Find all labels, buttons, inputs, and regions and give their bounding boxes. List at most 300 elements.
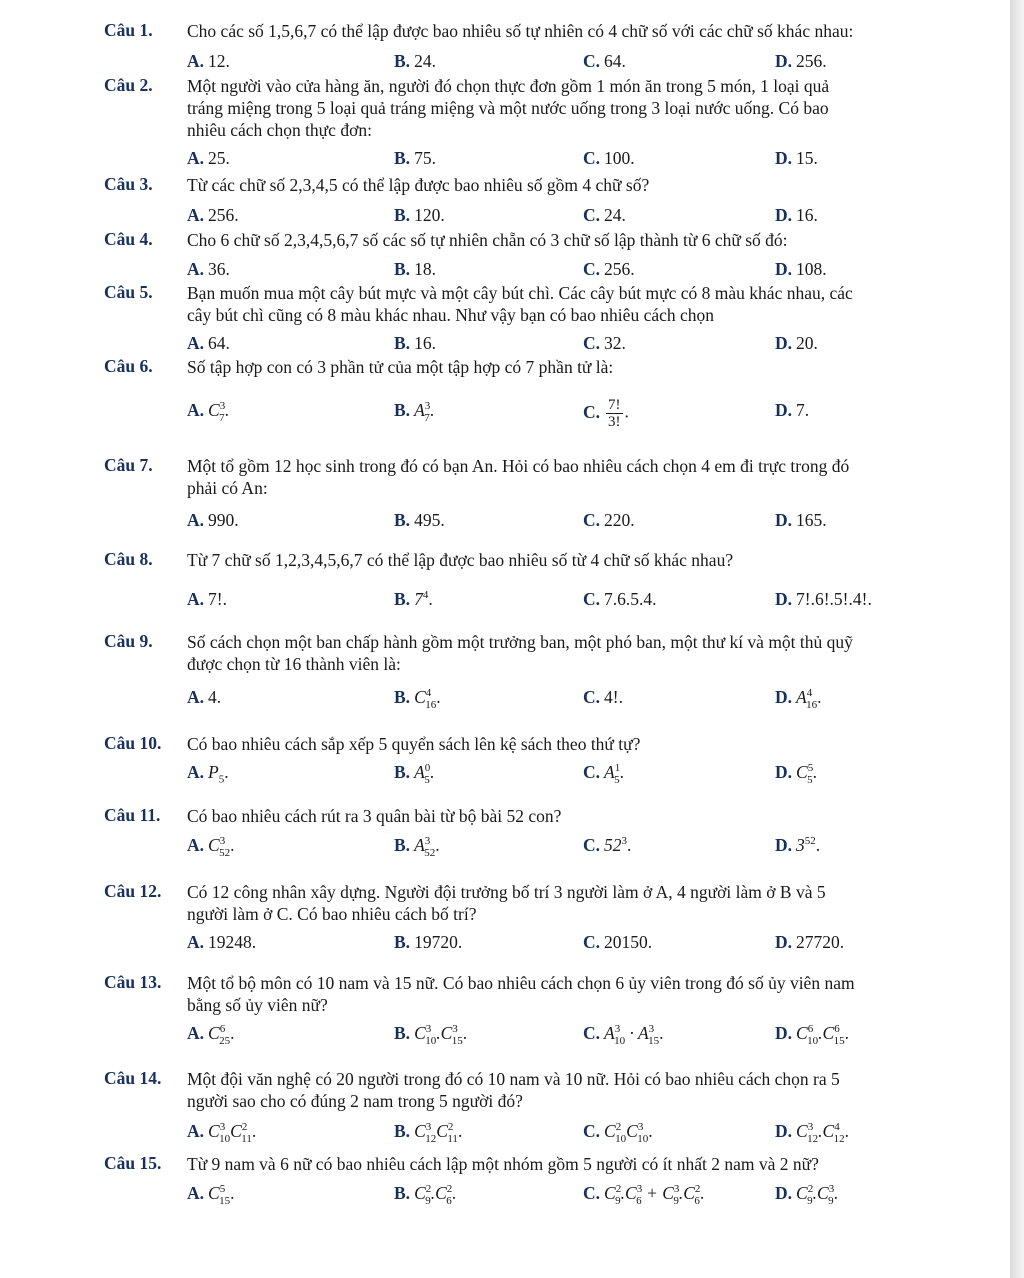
answer-option-b[interactable] (394, 586, 433, 612)
option-tail: . (251, 1121, 257, 1141)
answer-options (187, 256, 987, 282)
answer-option-d[interactable] (775, 1118, 849, 1144)
option-tail: . (429, 762, 435, 782)
option-tail: . (429, 400, 435, 420)
math-superscript: 2 (447, 1121, 454, 1134)
option-tail: . (844, 1121, 850, 1141)
answer-option-a[interactable] (187, 202, 239, 228)
math-subscript: 12 (425, 1132, 437, 1145)
math-subscript: 9 (425, 1194, 431, 1207)
math-subscript: 15 (648, 1034, 660, 1047)
option-value: 24. (604, 205, 626, 225)
option-tail: . (812, 762, 818, 782)
option-value: 108. (796, 259, 827, 279)
math-superscript: 2 (425, 1183, 432, 1196)
option-label: D. (775, 687, 793, 707)
option-label: C. (583, 687, 601, 707)
math-subscript: 6 (694, 1194, 700, 1207)
option-value: 7.6.5.4. (604, 589, 657, 609)
answer-option-d[interactable] (775, 1020, 849, 1046)
math-superscript: 2 (446, 1183, 453, 1196)
math-subscript: 10 (637, 1132, 649, 1145)
math-subscript: 5 (614, 773, 620, 786)
math-subscript: 12 (833, 1132, 845, 1145)
page-edge-shadow (1010, 0, 1024, 1278)
answer-option-a[interactable] (187, 48, 230, 74)
question-number: Câu 10. (104, 733, 162, 753)
option-tail: . (462, 1023, 468, 1043)
math-superscript: 4 (422, 589, 429, 602)
answer-option-c[interactable] (583, 507, 635, 533)
option-label: D. (775, 259, 793, 279)
option-label: A. (187, 687, 205, 707)
math-superscript: 3 (621, 835, 628, 848)
answer-options (187, 586, 987, 612)
option-value: 36. (208, 259, 230, 279)
option-value: 32. (604, 333, 626, 353)
answer-option-d[interactable] (775, 586, 872, 612)
answer-option-c[interactable] (583, 256, 635, 282)
math-subscript: 10 (615, 1132, 627, 1145)
option-value: 16. (414, 333, 436, 353)
answer-options (187, 507, 987, 533)
math-subscript: 11 (241, 1132, 252, 1145)
option-label: D. (775, 1183, 793, 1203)
answer-options (187, 145, 987, 171)
math-subscript: 16 (806, 698, 818, 711)
option-label: A. (187, 762, 205, 782)
answer-option-c[interactable] (583, 145, 635, 171)
answer-option-a[interactable] (187, 256, 230, 282)
answer-option-b[interactable] (394, 330, 436, 356)
answer-option-a[interactable] (187, 1020, 235, 1046)
math-symbol: C (208, 1121, 220, 1141)
question-text (187, 549, 969, 571)
question-number: Câu 8. (104, 549, 153, 569)
option-tail: . (224, 762, 229, 782)
answer-option-b[interactable] (394, 145, 436, 171)
math-subscript: 5 (807, 773, 813, 786)
option-value: 24. (414, 51, 436, 71)
answer-option-a[interactable] (187, 1118, 256, 1144)
math-symbol: .C (678, 1183, 695, 1203)
answer-option-c[interactable] (583, 586, 657, 612)
answer-options (187, 1180, 987, 1206)
answer-option-d[interactable] (775, 929, 844, 955)
option-value: 256. (208, 205, 239, 225)
option-label: C. (583, 1183, 601, 1203)
question-number: Câu 4. (104, 229, 153, 249)
math-subscript: 16 (425, 698, 437, 711)
question-text (187, 733, 969, 755)
answer-option-d[interactable] (775, 1180, 838, 1206)
math-subscript: 6 (636, 1194, 642, 1207)
option-label: B. (394, 687, 411, 707)
answer-option-a[interactable] (187, 330, 230, 356)
option-value: 120. (414, 205, 445, 225)
question-text-line: Cho các số 1,5,6,7 có thể lập được bao nhiêu số tự nhiên có 4 chữ số với các chữ số khác nhau: (187, 21, 854, 41)
math-superscript: 3 (636, 1183, 643, 1196)
math-superscript: 3 (648, 1023, 655, 1036)
answer-option-a[interactable] (187, 759, 229, 785)
option-label: C. (583, 51, 601, 71)
answer-option-b[interactable] (394, 202, 445, 228)
math-subscript: 11 (447, 1132, 458, 1145)
math-symbol: C (436, 1121, 448, 1141)
math-symbol: 52 (604, 835, 622, 855)
question-text-line: Một người vào cửa hàng ăn, người đó chọn thực đơn gồm 1 món ăn trong 5 món, 1 loại quả (187, 76, 830, 96)
question-text-line: tráng miệng trong 5 loại quả tráng miệng và một nước uống trong 3 loại nước uống. Có bao (187, 98, 829, 118)
question-number: Câu 2. (104, 75, 153, 95)
option-label: B. (394, 205, 411, 225)
question-text-line: phải có An: (187, 478, 268, 498)
math-subscript: 5 (424, 773, 430, 786)
option-value: 16. (796, 205, 818, 225)
math-symbol: .C (620, 1183, 637, 1203)
option-label: A. (187, 1183, 205, 1203)
answer-option-c[interactable] (583, 1020, 664, 1046)
answer-option-c[interactable] (583, 48, 626, 74)
math-superscript: 0 (424, 762, 431, 775)
math-subscript: 52 (424, 846, 436, 859)
math-symbol: C (604, 1121, 616, 1141)
math-symbol: C (796, 1183, 808, 1203)
math-superscript: 52 (804, 835, 816, 848)
answer-option-b[interactable] (394, 759, 434, 785)
answer-option-b[interactable] (394, 397, 434, 423)
option-value: 220. (604, 510, 635, 530)
question-text-line: Có bao nhiêu cách rút ra 3 quân bài từ bộ bài 52 con? (187, 806, 562, 826)
option-label: B. (394, 400, 411, 420)
option-label: B. (394, 1121, 411, 1141)
option-value: 495. (414, 510, 445, 530)
math-superscript: 3 (452, 1023, 458, 1036)
answer-option-d[interactable] (775, 330, 818, 356)
question-text-line: Từ 9 nam và 6 nữ có bao nhiêu cách lập một nhóm gồm 5 người có ít nhất 2 nam và 2 nữ? (187, 1154, 819, 1174)
question-number: Câu 11. (104, 805, 161, 825)
option-label: D. (775, 589, 793, 609)
math-superscript: 3 (425, 1023, 432, 1036)
question-text-line: Một đội văn nghệ có 20 người trong đó có 10 nam và 10 nữ. Hỏi có bao nhiêu cách chọn ra 5 (187, 1069, 840, 1089)
answer-option-a[interactable] (187, 507, 239, 533)
math-symbol: C (796, 1121, 808, 1141)
option-label: C. (583, 589, 601, 609)
option-tail: . (817, 687, 822, 707)
math-symbol: C (414, 687, 426, 707)
math-symbol: .C (430, 1183, 447, 1203)
question-number: Câu 9. (104, 631, 153, 651)
math-symbol: C (796, 1023, 808, 1043)
math-subscript: 10 (807, 1034, 819, 1047)
fraction-numerator: 7! (608, 397, 621, 413)
question-number: Câu 5. (104, 282, 153, 302)
option-label: B. (394, 762, 411, 782)
option-value: 20150. (604, 932, 653, 952)
answer-option-b[interactable] (394, 929, 462, 955)
math-superscript: 3 (424, 400, 431, 413)
fraction (606, 397, 623, 430)
math-superscript: 3 (219, 1121, 226, 1134)
option-tail: . (833, 1183, 839, 1203)
option-label: C. (583, 259, 601, 279)
option-tail: . (844, 1023, 850, 1043)
math-superscript: 3 (219, 835, 226, 848)
math-superscript: 4 (425, 687, 432, 700)
question-text (187, 972, 969, 1016)
math-superscript: 5 (807, 762, 814, 775)
math-symbol: + C (641, 1183, 674, 1203)
option-label: B. (394, 932, 411, 952)
math-symbol: A (414, 762, 425, 782)
math-symbol: C (414, 1023, 426, 1043)
question-text-line: Một tổ gồm 12 học sinh trong đó có bạn An. Hỏi có bao nhiêu cách chọn 4 em đi trực trong đó (187, 456, 850, 476)
math-symbol: C (626, 1121, 638, 1141)
math-superscript: 2 (615, 1183, 622, 1196)
answer-options (187, 330, 987, 356)
option-value: 256. (604, 259, 635, 279)
option-value: 12. (208, 51, 230, 71)
question-number: Câu 13. (104, 972, 162, 992)
question-number: Câu 14. (104, 1068, 162, 1088)
math-symbol: A (604, 762, 615, 782)
answer-option-b[interactable] (394, 1180, 456, 1206)
math-subscript: 25 (219, 1034, 231, 1047)
question-text-line: Số cách chọn một ban chấp hành gồm một trưởng ban, một phó ban, một thư kí và một thủ quỹ (187, 632, 853, 652)
math-symbol: A (604, 1023, 615, 1043)
answer-option-d[interactable] (775, 397, 809, 423)
option-value: 256. (796, 51, 827, 71)
option-value: 27720. (796, 932, 845, 952)
answer-option-c[interactable] (583, 202, 626, 228)
question-number: Câu 12. (104, 881, 162, 901)
math-subscript: 5 (218, 773, 225, 786)
math-subscript: 9 (673, 1194, 679, 1207)
option-value: 7. (796, 400, 810, 420)
option-tail: . (451, 1183, 457, 1203)
answer-option-b[interactable] (394, 832, 440, 858)
math-symbol: P (208, 762, 219, 782)
option-label: D. (775, 400, 793, 420)
option-label: A. (187, 333, 205, 353)
option-label: B. (394, 333, 411, 353)
answer-options (187, 1020, 987, 1046)
answer-option-d[interactable] (775, 145, 818, 171)
answer-option-c[interactable] (583, 929, 652, 955)
option-label: C. (583, 401, 601, 422)
answer-option-b[interactable] (394, 507, 445, 533)
question-text-line: Có bao nhiêu cách sắp xếp 5 quyển sách lên kệ sách theo thứ tự? (187, 734, 641, 754)
math-subscript: 52 (219, 846, 231, 859)
option-value: 7!.6!.5!.4!. (796, 589, 872, 609)
answer-option-a[interactable] (187, 684, 221, 710)
answer-option-c[interactable] (583, 1180, 704, 1206)
answer-option-b[interactable] (394, 1118, 462, 1144)
answer-option-d[interactable] (775, 759, 817, 785)
math-subscript: 7 (219, 411, 225, 424)
math-superscript: 2 (615, 1121, 622, 1134)
option-label: A. (187, 932, 205, 952)
math-symbol: C (230, 1121, 242, 1141)
math-subscript: 10 (425, 1034, 437, 1047)
question-text-line: Từ các chữ số 2,3,4,5 có thể lập được bao nhiêu số gồm 4 chữ số? (187, 175, 650, 195)
option-label: B. (394, 589, 411, 609)
math-superscript: 6 (807, 1023, 814, 1036)
option-value: 7!. (208, 589, 227, 609)
answer-option-c[interactable] (583, 684, 623, 710)
math-symbol: .C (436, 1023, 453, 1043)
answer-option-b[interactable] (394, 1020, 467, 1046)
option-value: 18. (414, 259, 436, 279)
option-tail: . (230, 835, 235, 855)
option-tail: . (428, 589, 433, 609)
option-label: B. (394, 259, 411, 279)
option-label: D. (775, 932, 793, 952)
question-number: Câu 3. (104, 174, 153, 194)
option-label: B. (394, 51, 411, 71)
math-symbol: C (604, 1183, 616, 1203)
question-text-line: Từ 7 chữ số 1,2,3,4,5,6,7 có thể lập được bao nhiêu số từ 4 chữ số khác nhau? (187, 550, 734, 570)
answer-option-d[interactable] (775, 507, 827, 533)
math-symbol: C (414, 1183, 426, 1203)
math-superscript: 3 (219, 400, 226, 413)
question-text-line: Có 12 công nhân xây dựng. Người đội trưởng bố trí 3 người làm ở A, 4 người làm ở B và 5 (187, 882, 826, 902)
math-symbol: .C (818, 1023, 835, 1043)
answer-option-c[interactable] (583, 330, 626, 356)
option-tail: . (230, 1183, 235, 1203)
question-text-line: Bạn muốn mua một cây bút mực và một cây bút chì. Các cây bút mực có 8 màu khác nhau, các (187, 283, 853, 303)
math-symbol: A (414, 400, 425, 420)
option-value: 64. (604, 51, 626, 71)
answer-option-c[interactable] (583, 1118, 653, 1144)
option-tail: . (619, 762, 625, 782)
math-subscript: 15 (219, 1194, 231, 1207)
option-value: 15. (796, 148, 818, 168)
option-tail: . (435, 835, 440, 855)
option-label: D. (775, 333, 793, 353)
question-text (187, 20, 969, 42)
question-text (187, 356, 969, 378)
math-subscript: 7 (424, 411, 430, 424)
answer-option-c[interactable] (583, 397, 629, 430)
option-tail: . (457, 1121, 463, 1141)
math-superscript: 4 (806, 687, 813, 700)
math-symbol: .C (812, 1183, 829, 1203)
answer-option-a[interactable] (187, 1180, 235, 1206)
answer-option-a[interactable] (187, 586, 227, 612)
option-value: 25. (208, 148, 230, 168)
question-text-line: Một tổ bộ môn có 10 nam và 15 nữ. Có bao nhiêu cách chọn 6 ủy viên trong đó số ủy viên nam (187, 973, 855, 993)
answer-option-a[interactable] (187, 832, 235, 858)
math-subscript: 6 (446, 1194, 452, 1207)
answer-option-a[interactable] (187, 397, 229, 423)
option-label: A. (187, 1121, 205, 1141)
answer-options (187, 1118, 987, 1144)
math-subscript: 15 (833, 1034, 845, 1047)
question-number: Câu 1. (104, 20, 153, 40)
math-subscript: 9 (807, 1194, 813, 1207)
math-superscript: 3 (614, 1023, 621, 1036)
answer-option-c[interactable] (583, 832, 631, 858)
option-label: A. (187, 835, 205, 855)
math-symbol: .C (818, 1121, 835, 1141)
option-value: 19248. (208, 932, 257, 952)
option-label: C. (583, 205, 601, 225)
answer-option-c[interactable] (583, 759, 624, 785)
answer-option-d[interactable] (775, 832, 820, 858)
answer-option-d[interactable] (775, 202, 818, 228)
option-label: C. (583, 510, 601, 530)
option-label: D. (775, 510, 793, 530)
question-text (187, 805, 969, 827)
option-label: A. (187, 205, 205, 225)
math-subscript: 10 (219, 1132, 231, 1145)
option-value: 990. (208, 510, 239, 530)
question-text-line: bằng số ủy viên nữ? (187, 995, 328, 1015)
option-tail: . (648, 1121, 653, 1141)
question-text-line: nhiêu cách chọn thực đơn: (187, 120, 372, 140)
option-label: A. (187, 148, 205, 168)
math-symbol: · A (625, 1023, 649, 1043)
option-tail: . (224, 400, 230, 420)
answer-option-a[interactable] (187, 929, 256, 955)
answer-options (187, 202, 987, 228)
option-value: 100. (604, 148, 635, 168)
option-tail: . (659, 1023, 664, 1043)
math-superscript: 3 (425, 1121, 432, 1134)
math-superscript: 2 (807, 1183, 814, 1196)
option-label: B. (394, 1183, 411, 1203)
option-tail: . (436, 687, 441, 707)
option-tail: . (624, 401, 629, 422)
fraction-denominator: 3! (608, 414, 621, 430)
option-value: 4. (208, 687, 222, 707)
question-text (187, 174, 969, 196)
math-symbol: C (208, 835, 220, 855)
option-tail: . (230, 1023, 235, 1043)
math-symbol: A (796, 687, 807, 707)
answer-options (187, 48, 987, 74)
answer-option-a[interactable] (187, 145, 230, 171)
option-label: A. (187, 259, 205, 279)
math-superscript: 4 (834, 1121, 840, 1134)
question-text-line: cây bút chì cũng có 8 màu khác nhau. Như vậy bạn có bao nhiêu cách chọn (187, 305, 715, 325)
math-superscript: 6 (219, 1023, 226, 1036)
option-value: 20. (796, 333, 818, 353)
option-tail: . (627, 835, 632, 855)
option-label: C. (583, 932, 601, 952)
question-text (187, 1068, 969, 1112)
question-text (187, 881, 969, 925)
answer-option-b[interactable] (394, 256, 436, 282)
question-number: Câu 15. (104, 1153, 162, 1173)
answer-option-b[interactable] (394, 684, 441, 710)
math-superscript: 3 (637, 1121, 644, 1134)
answer-option-d[interactable] (775, 684, 822, 710)
question-text-line: Cho 6 chữ số 2,3,4,5,6,7 số các số tự nhiên chẵn có 3 chữ số lập thành từ 6 chữ số đó: (187, 230, 788, 250)
question-text (187, 75, 969, 141)
math-subscript: 9 (828, 1194, 834, 1207)
answer-option-b[interactable] (394, 48, 436, 74)
math-symbol: C (796, 762, 808, 782)
math-superscript: 1 (614, 762, 621, 775)
answer-option-d[interactable] (775, 48, 827, 74)
answer-option-d[interactable] (775, 256, 827, 282)
math-symbol: C (414, 1121, 426, 1141)
option-label: B. (394, 510, 411, 530)
math-subscript: 10 (614, 1034, 626, 1047)
option-label: D. (775, 1023, 793, 1043)
math-superscript: 3 (673, 1183, 680, 1196)
